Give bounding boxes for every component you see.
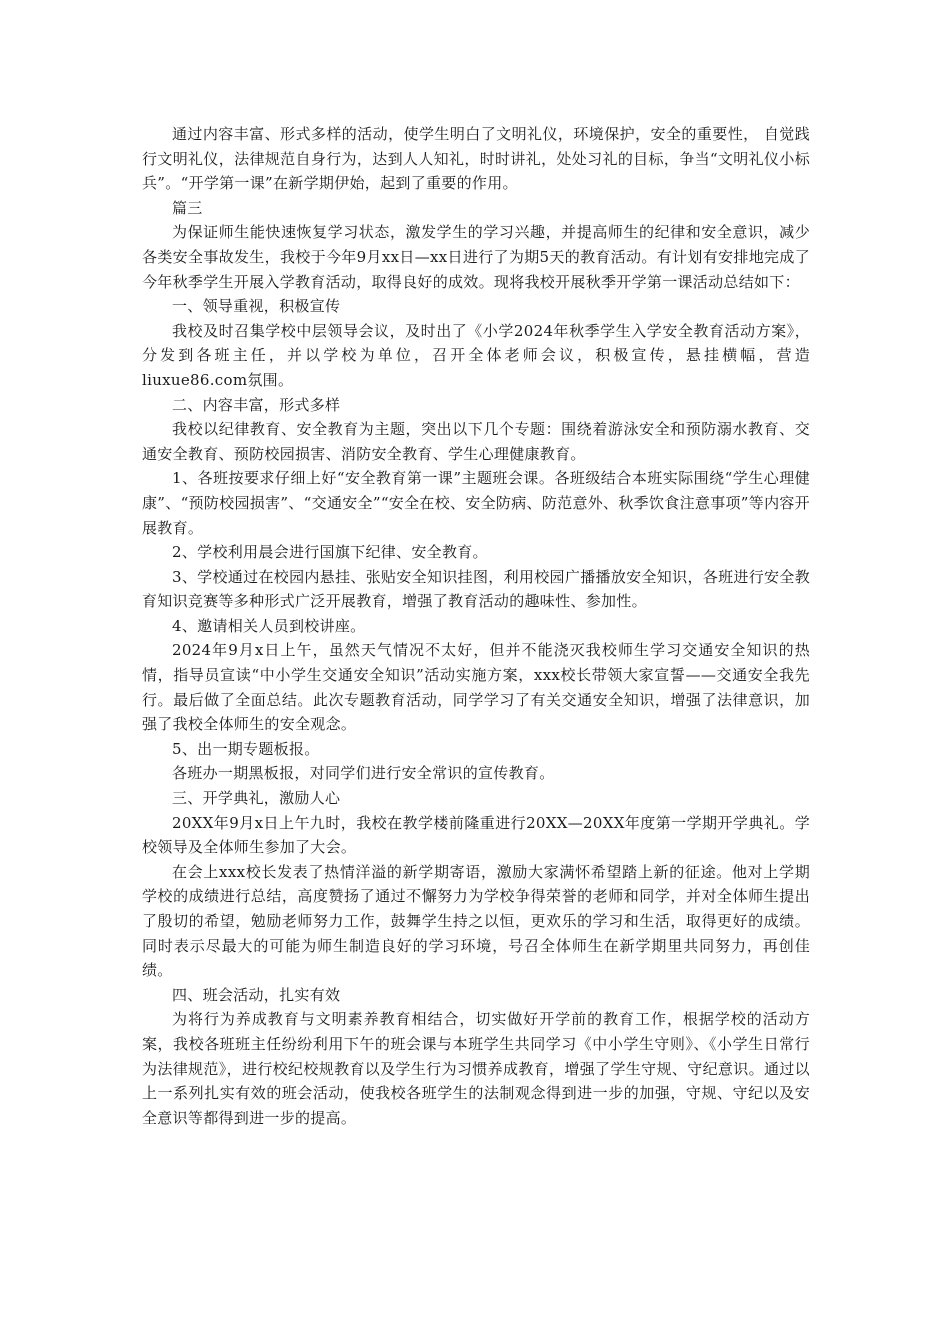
paragraph-intro-summary: 通过内容丰富、形式多样的活动，使学生明白了文明礼仪，环境保护，安全的重要性， 自觉践行文明礼仪，法律规范自身行为，达到人人知礼，时时讲礼，处处习礼的目标，争当“文明礼仪小标兵”。“开学第一课”在新学期伊始，起到了重要的作用。: [142, 125, 810, 193]
document-body: [142, 122, 810, 1130]
paragraph-content-topics: 我校以纪律教育、安全教育为主题，突出以下几个专题：围绕着游泳安全和预防溺水教育、交通安全教育、预防校园损害、消防安全教育、学生心理健康教育。: [142, 420, 810, 463]
list-item-1: 1、各班按要求仔细上好“安全教育第一课”主题班会课。各班级结合本班实际围绕“学生心理健康”、“预防校园损害”、“交通安全”“安全在校、安全防病、防范意外、秋季饮食注意事项”等内容开展教育。: [142, 469, 810, 537]
list-item-4: 4、邀请相关人员到校讲座。: [172, 616, 366, 635]
paragraph-ceremony: 20XX年9月x日上午九时，我校在教学楼前隆重进行20XX—20XX年度第一学期开学典礼。学校领导及全体师生参加了大会。: [142, 813, 810, 857]
list-item-3: 3、学校通过在校园内悬挂、张贴安全知识挂图，利用校园广播播放安全知识，各班进行安全教育知识竞赛等多种形式广泛开展教育，增强了教育活动的趣味性、参加性。: [142, 567, 810, 611]
paragraph-principal-speech: 在会上xxx校长发表了热情洋溢的新学期寄语，激励大家满怀希望踏上新的征途。他对上学期学校的成绩进行总结，高度赞扬了通过不懈努力为学校争得荣誉的老师和同学，并对全体师生提出了殷切的希望，勉励老师努力工作，鼓舞学生持之以恒，更欢乐的学习和生活，取得更好的成绩。同时表示尽最大的可能为师生制造良好的学习环境，号召全体师生在新学期里共同努力，再创佳绩。: [142, 862, 810, 980]
paragraph-traffic-lecture: 2024年9月x日上午，虽然天气情况不太好，但并不能浇灭我校师生学习交通安全知识的热情，指导员宣读“中小学生交通安全知识”活动实施方案，xxx校长带领大家宣誓——交通安全我先行。最后做了全面总结。此次专题教育活动，同学学习了有关交通安全知识，增强了法律意识，加强了我校全体师生的安全观念。: [142, 641, 810, 734]
paragraph-overview: 为保证师生能快速恢复学习状态，激发学生的学习兴趣，并提高师生的纪律和安全意识，减少各类安全事故发生，我校于今年9月xx日—xx日进行了为期5天的教育活动。有计划有安排地完成了今年秋季学生开展入学教育活动，取得良好的成效。现将我校开展秋季开学第一课活动总结如下：: [142, 223, 810, 291]
heading-leadership: 一、领导重视，积极宣传: [172, 297, 341, 316]
section-label-part-three: 篇三: [172, 198, 203, 217]
heading-content: 二、内容丰富，形式多样: [172, 395, 341, 414]
heading-ceremony: 三、开学典礼，激励人心: [172, 789, 341, 808]
paragraph-leadership: 我校及时召集学校中层领导会议，及时出了《小学2024年秋季学生入学安全教育活动方案》，分发到各班主任，并以学校为单位，召开全体老师会议，积极宣传，悬挂横幅，营造liuxue86.com氛围。: [142, 321, 810, 389]
heading-class-meeting: 四、班会活动，扎实有效: [172, 985, 341, 1004]
paragraph-blackboard: 各班办一期黑板报，对同学们进行安全常识的宣传教育。: [172, 764, 555, 783]
paragraph-class-meeting: 为将行为养成教育与文明素养教育相结合，切实做好开学前的教育工作，根据学校的活动方案，我校各班班主任纷纷利用下午的班会课与本班学生共同学习《中小学生守则》、《小学生日常行为法律规范》，进行校纪校规教育以及学生行为习惯养成教育，增强了学生守规、守纪意识。通过以上一系列扎实有效的班会活动，使我校各班学生的法制观念得到进一步的加强，守规、守纪以及安全意识等都得到进一步的提高。: [142, 1010, 810, 1127]
list-item-2: 2、学校利用晨会进行国旗下纪律、安全教育。: [172, 543, 488, 562]
list-item-5: 5、出一期专题板报。: [172, 739, 320, 758]
